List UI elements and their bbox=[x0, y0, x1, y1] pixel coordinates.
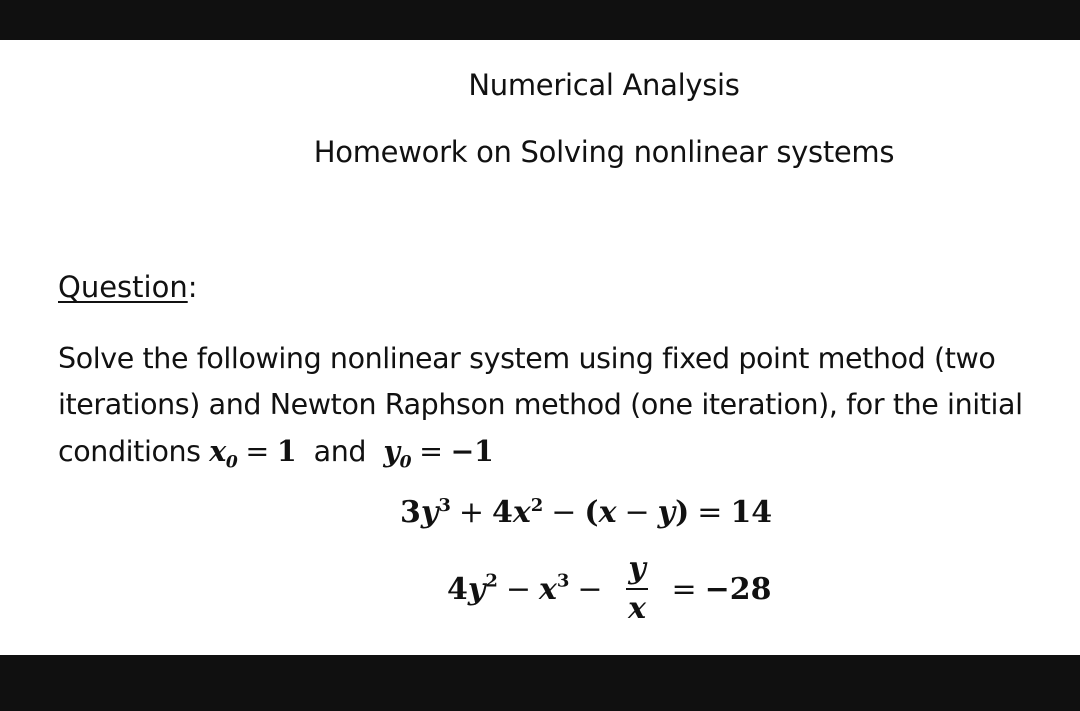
x0-equals: = bbox=[245, 435, 269, 468]
equation-1: $3y^3 + 4x^2 - (x - y) = 14$ bbox=[400, 495, 773, 530]
question-label-text: Question bbox=[58, 270, 188, 304]
y0-value: −1 bbox=[450, 434, 494, 468]
top-black-bar bbox=[0, 0, 1080, 40]
document-subtitle: Homework on Solving nonlinear systems bbox=[313, 135, 895, 169]
bottom-black-bar bbox=[0, 655, 1080, 711]
question-label bbox=[58, 270, 198, 304]
equation-2-fraction: $\frac{y}{x}$ bbox=[628, 551, 646, 626]
question-paragraph bbox=[58, 336, 1068, 486]
x0-variable: $x_0$ bbox=[209, 434, 238, 473]
equation-2: $4y^2 - x^3$ − $\frac{y}{x}$ = −28 bbox=[447, 551, 772, 626]
x0-value: 1 bbox=[276, 434, 297, 468]
y0-equals: = bbox=[419, 435, 443, 468]
document-title: Numerical Analysis bbox=[468, 68, 740, 102]
question-colon: : bbox=[187, 270, 198, 304]
and-word: and bbox=[313, 435, 367, 468]
document-page bbox=[0, 40, 1080, 655]
y0-variable: $y_0$ bbox=[383, 434, 412, 473]
question-text: Solve the following nonlinear system using fixed point method (two iterations) and Newton Raphson method (one iteration), for the initial conditions bbox=[58, 342, 1023, 468]
